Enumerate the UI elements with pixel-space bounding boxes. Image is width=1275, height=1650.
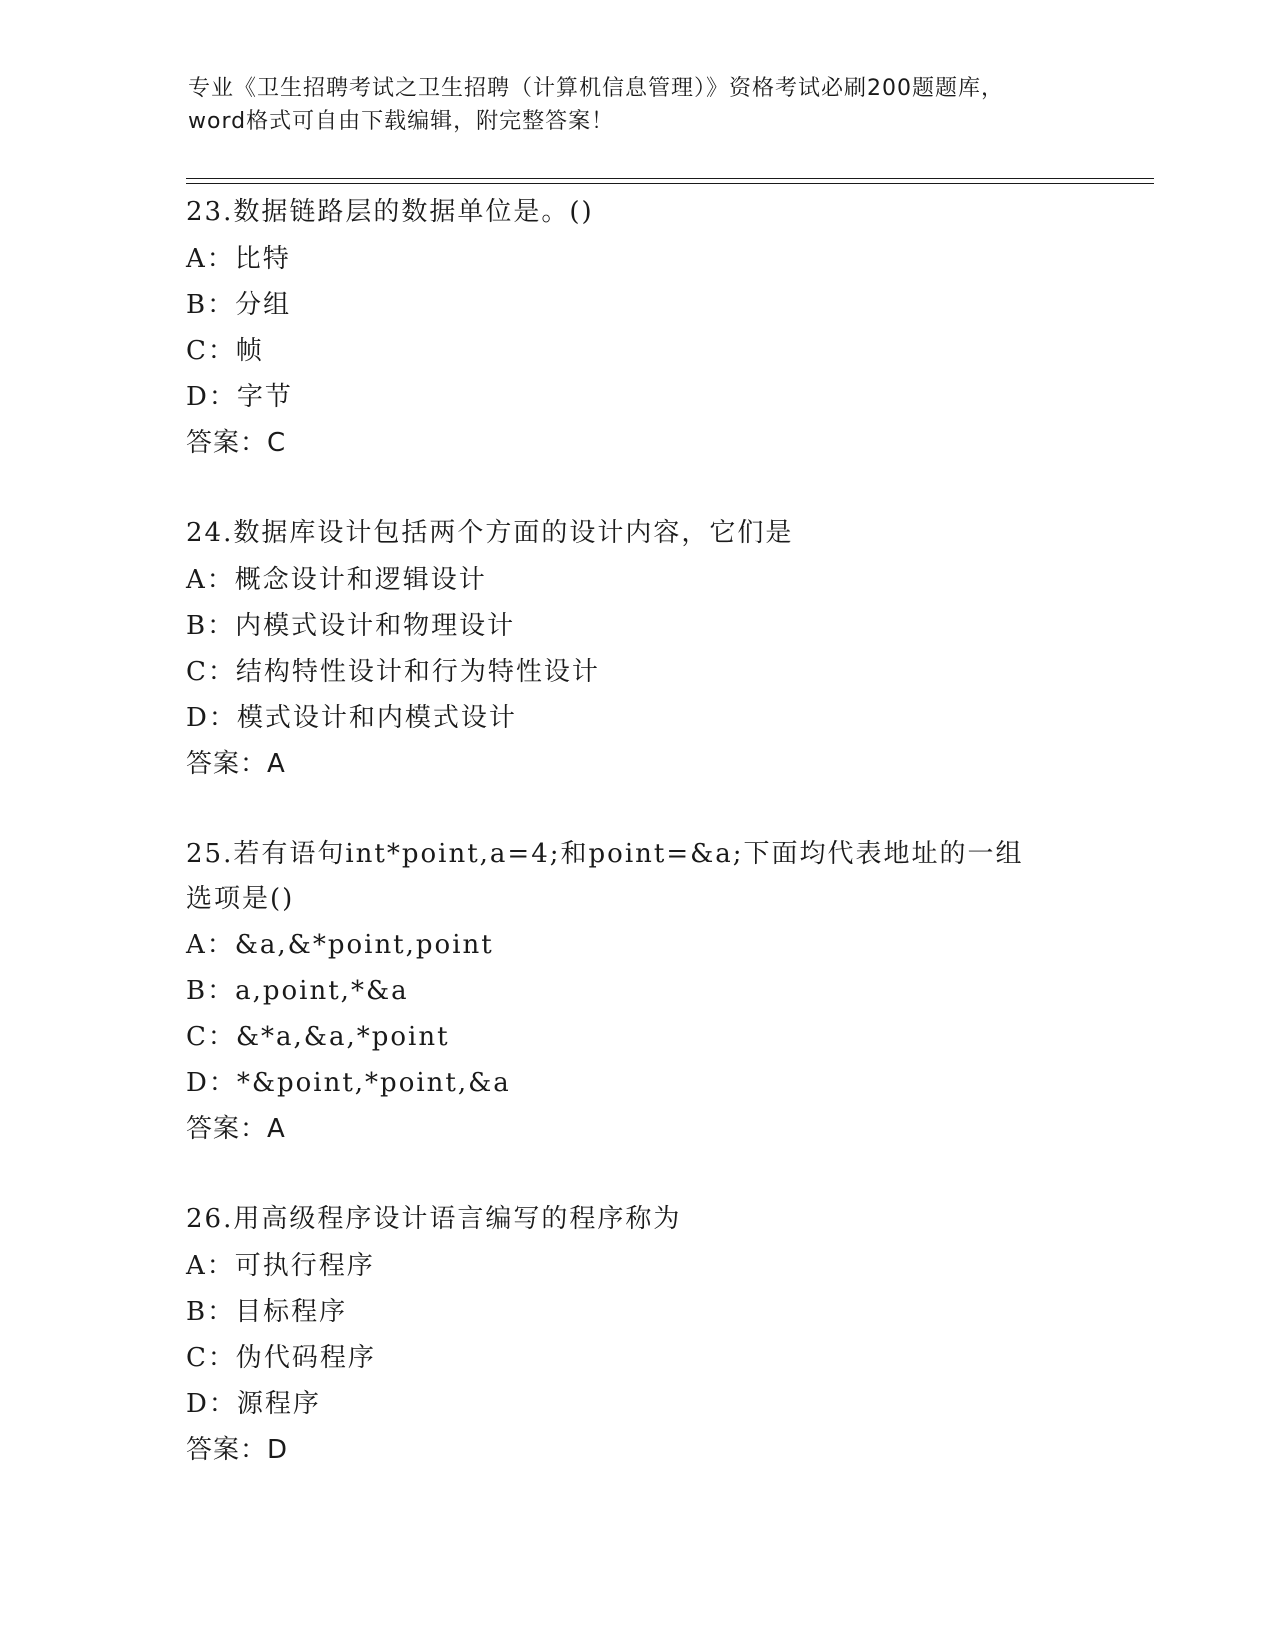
option-b: B：分组 <box>186 290 292 320</box>
question-stem: 25.若有语句int*point,a=4;和point=&a;下面均代表地址的一组选项是() <box>186 839 1024 914</box>
answer: 答案：A <box>186 749 286 779</box>
header-divider-bottom <box>186 183 1154 184</box>
answer: 答案：D <box>186 1435 289 1465</box>
header-line-2: word格式可自由下载编辑，附完整答案！ <box>188 109 615 134</box>
option-c: C：&*a,&a,*point <box>186 1022 450 1052</box>
option-c: C：结构特性设计和行为特性设计 <box>186 657 600 687</box>
question-26 <box>186 1197 1086 1473</box>
option-a: A：概念设计和逻辑设计 <box>186 565 487 595</box>
question-list <box>186 190 1086 1518</box>
answer: 答案：A <box>186 1114 286 1144</box>
header-line-1: 专业《卫生招聘考试之卫生招聘（计算机信息管理）》资格考试必刷200题题库， <box>188 76 1004 101</box>
header-divider-top <box>186 178 1154 179</box>
option-c: C：伪代码程序 <box>186 1343 376 1373</box>
option-b: B：目标程序 <box>186 1297 348 1327</box>
question-stem: 24.数据库设计包括两个方面的设计内容，它们是 <box>186 518 794 548</box>
question-23 <box>186 190 1086 466</box>
document-header <box>188 72 1088 138</box>
option-c: C：帧 <box>186 336 264 366</box>
option-a: A：比特 <box>186 244 291 274</box>
option-a: A：可执行程序 <box>186 1251 375 1281</box>
option-a: A：&a,&*point,point <box>186 930 494 960</box>
answer: 答案：C <box>186 428 287 458</box>
question-25 <box>186 832 1086 1152</box>
option-b: B：a,point,*&a <box>186 976 409 1006</box>
option-d: D：源程序 <box>186 1389 321 1419</box>
question-stem: 23.数据链路层的数据单位是。() <box>186 197 594 227</box>
option-b: B：内模式设计和物理设计 <box>186 611 516 641</box>
question-24 <box>186 511 1086 787</box>
option-d: D：*&point,*point,&a <box>186 1068 511 1098</box>
option-d: D：模式设计和内模式设计 <box>186 703 517 733</box>
question-stem: 26.用高级程序设计语言编写的程序称为 <box>186 1204 682 1234</box>
option-d: D：字节 <box>186 382 293 412</box>
